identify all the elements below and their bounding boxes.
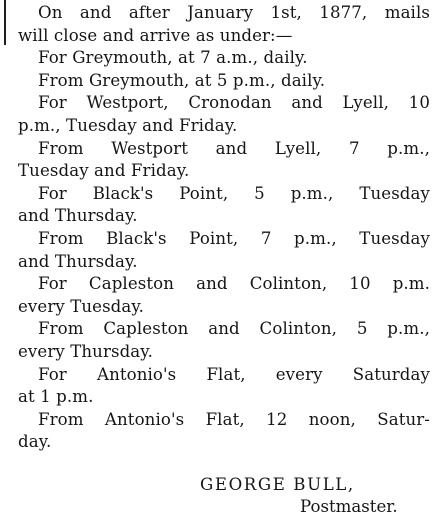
signatory-title: Postmaster. <box>300 497 398 516</box>
notice-line: p.m., Tuesday and Friday. <box>18 115 238 135</box>
notice-line: For Greymouth, at 7 a.m., daily. <box>38 48 308 68</box>
notice-line: For Westport, Cronodan and Lyell, 10 <box>38 93 430 113</box>
notice-line: From Greymouth, at 5 p.m., daily. <box>38 70 326 90</box>
notice-line: From Antonio's Flat, 12 noon, Satur- <box>38 409 430 429</box>
notice-line: On and after January 1st, 1877, mails <box>38 3 430 22</box>
notice-line: For Black's Point, 5 p.m., Tuesday <box>38 183 430 203</box>
notice-line: every Thursday. <box>18 341 153 361</box>
column-rule <box>4 0 6 45</box>
notice-line: From Black's Point, 7 p.m., Tuesday <box>38 228 430 248</box>
notice-line: From Capleston and Colinton, 5 p.m., <box>38 319 430 339</box>
notice-line: For Capleston and Colinton, 10 p.m. <box>38 274 430 294</box>
mail-schedule-notice <box>18 2 430 454</box>
notice-line: day. <box>18 432 52 452</box>
notice-line: From Westport and Lyell, 7 p.m., <box>38 138 430 158</box>
notice-line: Tuesday and Friday. <box>18 161 190 181</box>
notice-line: every Tuesday. <box>18 296 145 316</box>
notice-line: and Thursday. <box>18 251 138 271</box>
notice-line: and Thursday. <box>18 206 138 226</box>
signatory-name: GEORGE BULL, <box>200 475 355 494</box>
notice-line: For Antonio's Flat, every Saturday <box>38 364 430 384</box>
notice-line: at 1 p.m. <box>18 387 94 407</box>
notice-line: will close and arrive as under:— <box>18 25 293 45</box>
